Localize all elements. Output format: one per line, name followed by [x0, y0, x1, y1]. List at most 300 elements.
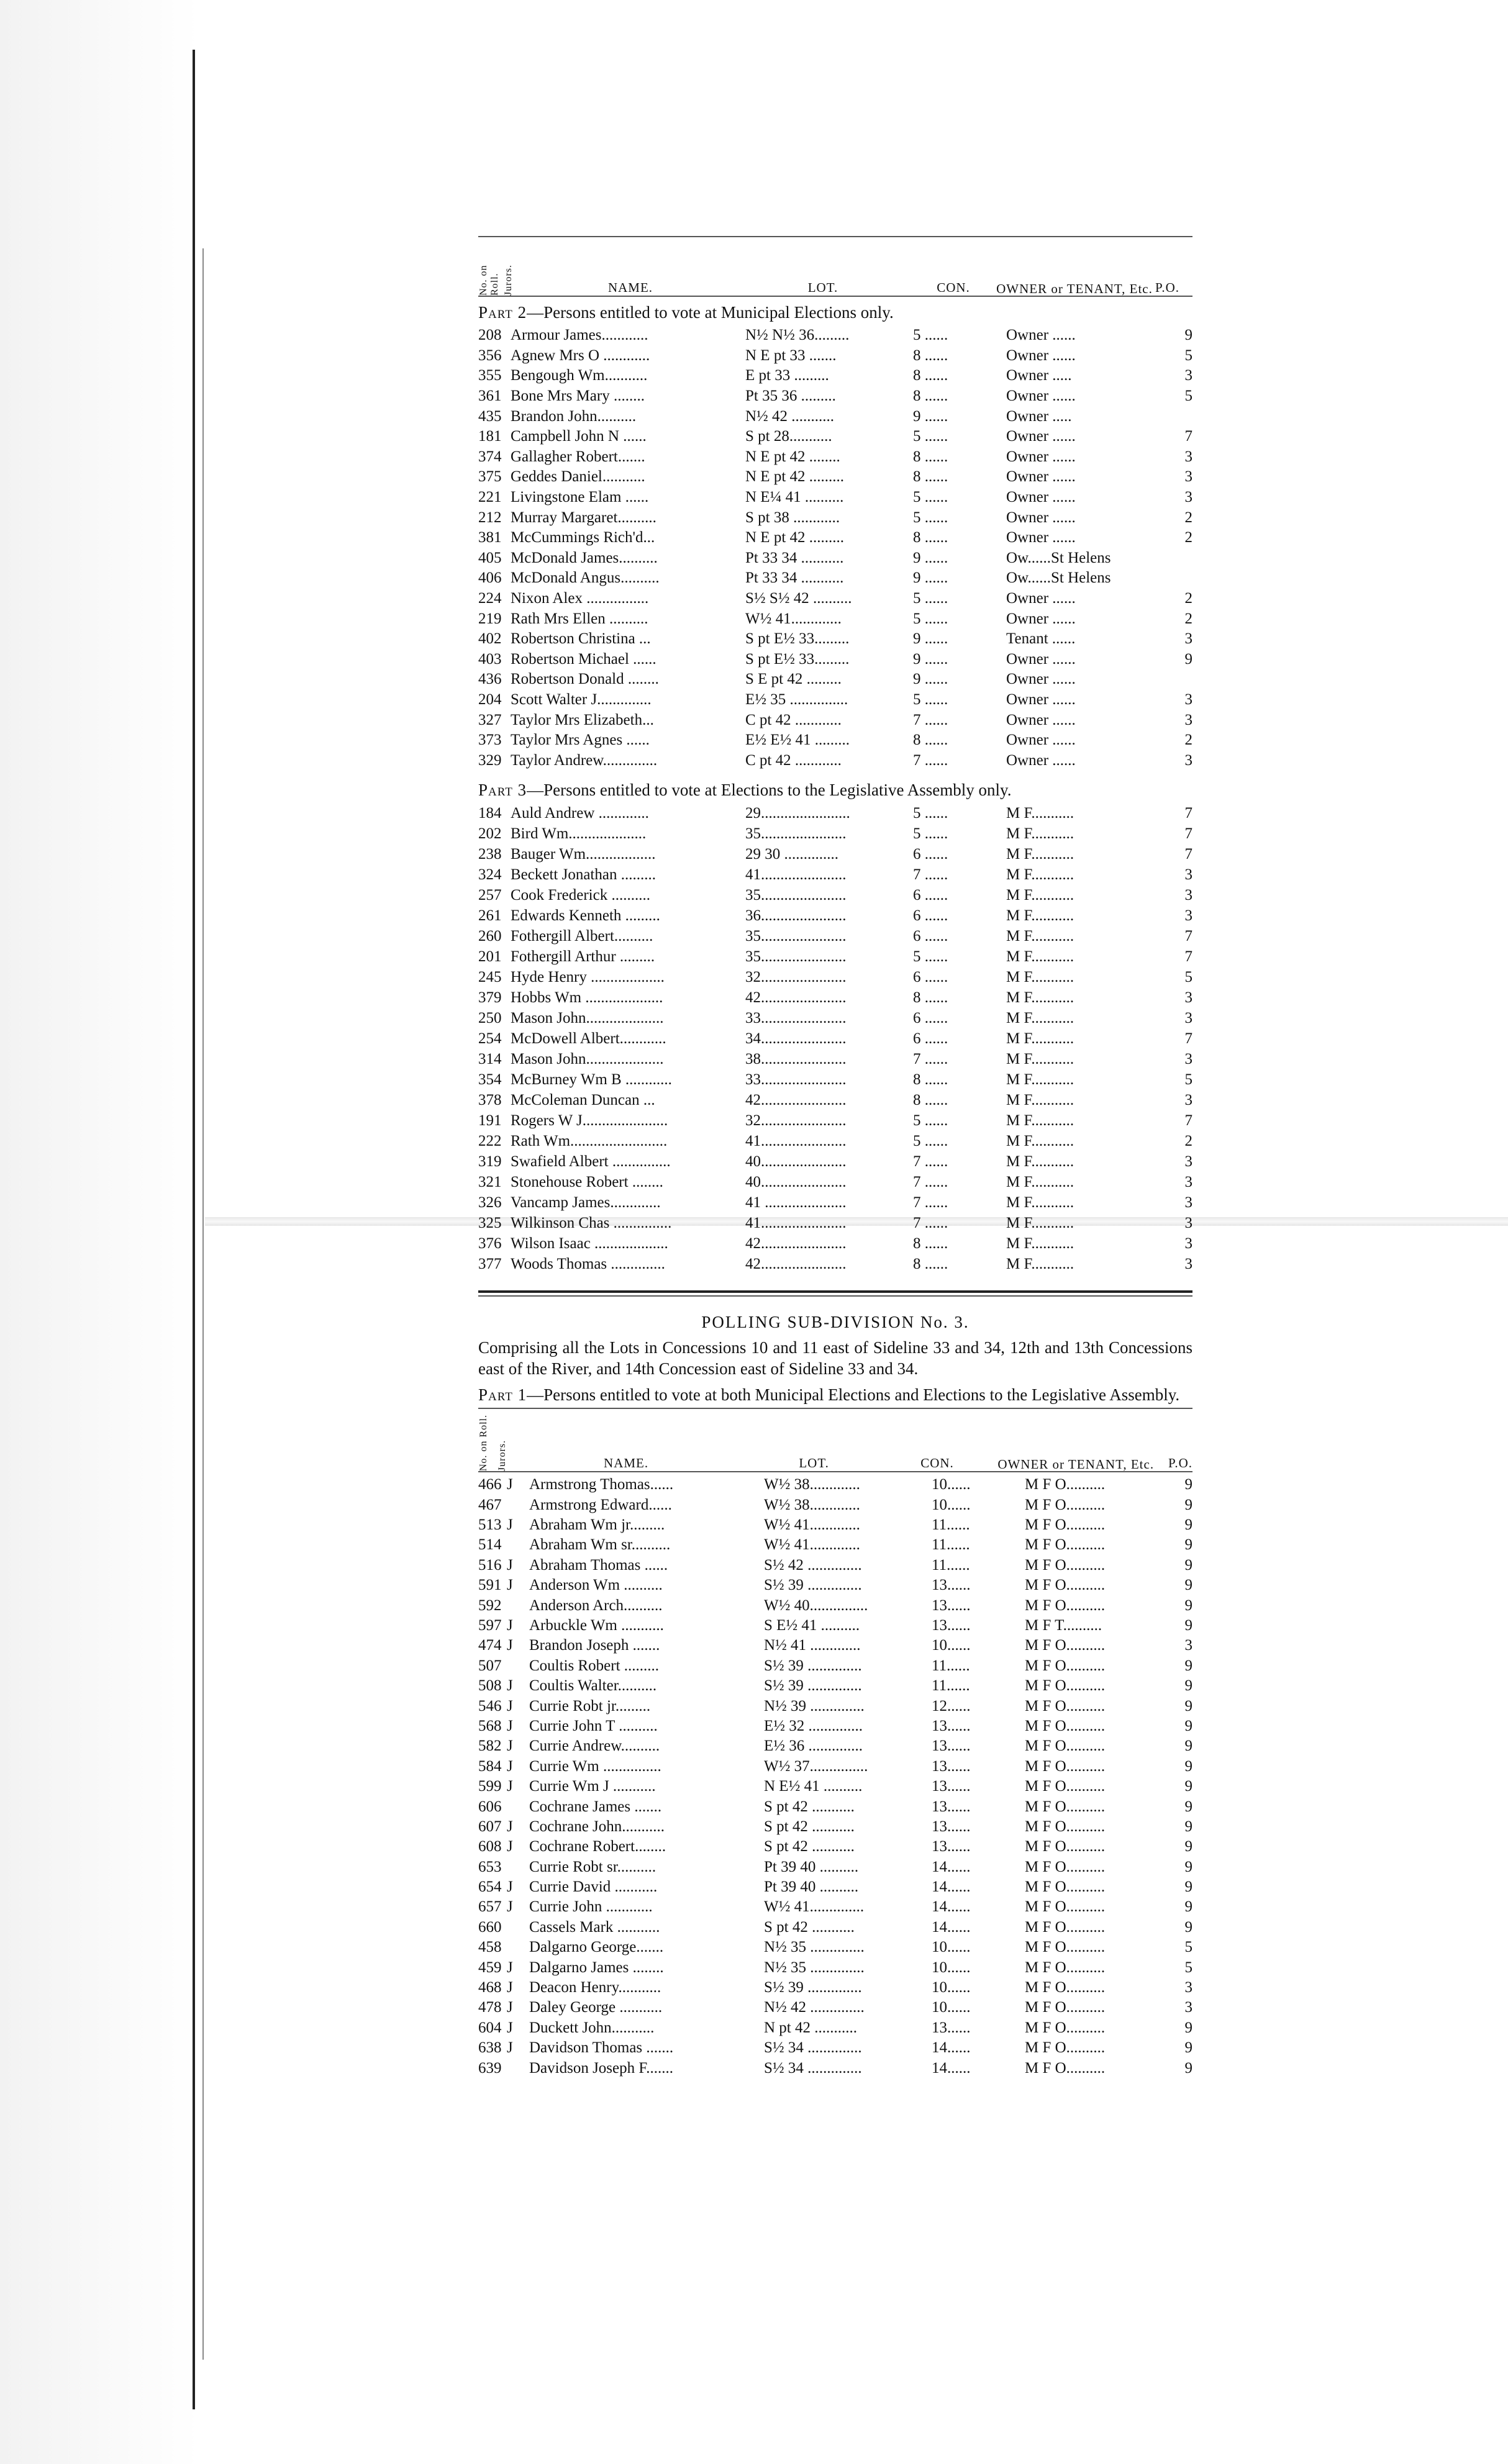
cell-name: Wilkinson Chas ...............: [511, 1214, 672, 1231]
cell-no: 591: [478, 1577, 502, 1594]
cell-lot: 35......................: [745, 927, 847, 944]
col-header-con: CON.: [937, 280, 970, 295]
cell-no: 639: [478, 2059, 502, 2077]
cell-no: 478: [478, 1999, 502, 2016]
cell-con: 13......: [932, 1597, 971, 1614]
cell-name: Anderson Wm ..........: [529, 1577, 663, 1594]
cell-name: McBurney Wm B ............: [511, 1071, 672, 1088]
cell-no: 224: [478, 590, 502, 607]
table-row: [478, 1656, 1192, 1676]
cell-j: [507, 2058, 529, 2078]
cell-lot: E pt 33 .........: [745, 367, 829, 384]
cell-name: McColeman Duncan ...: [511, 1091, 655, 1108]
cell-name: Rogers W J......................: [511, 1112, 668, 1129]
cell-con: 14......: [932, 1878, 971, 1896]
cell-owner: Owner ......: [1006, 751, 1076, 769]
table-row: [478, 1535, 1192, 1555]
cell-name: Currie Andrew..........: [529, 1737, 660, 1755]
cell-con: 6 ......: [913, 1009, 948, 1026]
table-row: [478, 690, 1192, 710]
table-row: [478, 750, 1192, 771]
cell-no: 403: [478, 650, 502, 668]
cell-lot: N½ 35 ..............: [764, 1959, 865, 1976]
cell-no: 202: [478, 825, 502, 842]
cell-po: 3: [1184, 630, 1192, 648]
cell-con: 11......: [932, 1677, 970, 1695]
table-row: [478, 650, 1192, 670]
cell-j: [507, 1595, 529, 1615]
table-row: [478, 905, 1192, 926]
cell-name: Cassels Mark ...........: [529, 1918, 660, 1936]
cell-con: 5 ......: [913, 1112, 948, 1129]
cell-j: J: [507, 1717, 513, 1734]
cell-con: 8 ......: [913, 732, 948, 749]
cell-name: Nixon Alex ................: [511, 590, 649, 607]
cell-no: 599: [478, 1778, 502, 1795]
cell-name: Cochrane James .......: [529, 1798, 662, 1815]
cell-po: 3: [1184, 866, 1192, 883]
table-row: [478, 1837, 1192, 1857]
table-row: [478, 1696, 1192, 1716]
cell-po: [1149, 406, 1192, 427]
cell-no: 378: [478, 1091, 502, 1108]
cell-lot: S½ 42 ..............: [764, 1556, 862, 1574]
cell-name: Robertson Donald ........: [511, 671, 659, 688]
part3-label: Part 3: [478, 781, 527, 800]
cell-lot: 33......................: [745, 1009, 847, 1026]
cell-lot: S E pt 42 .........: [745, 671, 842, 688]
part3-title: —Persons entitled to vote at Elections to the Legislative Assembly only.: [527, 781, 1012, 800]
cell-lot: S E½ 41 ..........: [764, 1616, 860, 1634]
cell-name: Bengough Wm...........: [511, 367, 648, 384]
cell-owner: M F O..........: [1025, 1677, 1106, 1695]
cell-no: 361: [478, 387, 502, 405]
cell-name: Armstrong Edward......: [529, 1496, 672, 1513]
cell-con: 5 ......: [913, 691, 948, 708]
cell-con: 13......: [932, 1616, 971, 1634]
cell-name: Davidson Joseph F.......: [529, 2059, 674, 2077]
cell-no: 377: [478, 1255, 502, 1272]
table-row: [478, 487, 1192, 508]
cell-lot: N½ N½ 36.........: [745, 327, 850, 344]
cell-lot: E½ 36 ..............: [764, 1737, 863, 1755]
table-row: [478, 1978, 1192, 1998]
cell-name: Cook Frederick ..........: [511, 886, 650, 904]
cell-lot: W½ 41.............: [745, 610, 842, 627]
cell-no: 212: [478, 509, 502, 526]
cell-con: 5 ......: [913, 428, 948, 445]
part3-table: [478, 803, 1192, 1274]
cell-po: 9: [1184, 1798, 1192, 1815]
cell-j: J: [507, 1959, 513, 1976]
cell-no: 654: [478, 1878, 502, 1896]
cell-no: 329: [478, 751, 502, 769]
cell-po: 3: [1184, 751, 1192, 769]
cell-lot: 42......................: [745, 1255, 847, 1272]
cell-j: J: [507, 1677, 513, 1695]
cell-lot: N½ 42 ..............: [764, 1999, 865, 2016]
cell-lot: N½ 35 ..............: [764, 1939, 865, 1956]
cell-owner: M F O..........: [1025, 1697, 1106, 1714]
col-header-lot: LOT.: [807, 280, 838, 295]
cell-no: 260: [478, 927, 502, 944]
cell-owner: Owner ......: [1006, 428, 1076, 445]
cell-name: Bone Mrs Mary ........: [511, 387, 645, 405]
cell-con: 5 ......: [913, 804, 948, 822]
cell-con: 6 ......: [913, 907, 948, 924]
cell-con: 6 ......: [913, 845, 948, 863]
table-row: [478, 427, 1192, 447]
cell-owner: M F O..........: [1025, 1717, 1106, 1734]
cell-name: Currie John ............: [529, 1898, 653, 1916]
cell-po: 9: [1184, 327, 1192, 344]
cell-owner: Owner ......: [1006, 489, 1076, 506]
cell-con: 13......: [932, 1737, 971, 1755]
cell-lot: N E pt 42 .........: [745, 468, 845, 486]
cell-name: Brandon John..........: [511, 407, 637, 425]
cell-name: McDowell Albert............: [511, 1030, 666, 1047]
cell-con: 8 ......: [913, 1255, 948, 1272]
cell-con: 8 ......: [913, 346, 948, 364]
cell-name: Currie Wm ...............: [529, 1757, 661, 1775]
scan-margin: [0, 0, 199, 2464]
cell-lot: S pt 42 ...........: [764, 1818, 855, 1835]
cell-name: Daley George ...........: [529, 1999, 663, 2016]
cell-lot: 32......................: [745, 968, 847, 985]
cell-owner: M F...........: [1006, 907, 1074, 924]
cell-po: 3: [1184, 367, 1192, 384]
table-row: [478, 1151, 1192, 1172]
cell-name: Geddes Daniel...........: [511, 468, 645, 486]
cell-name: Murray Margaret..........: [511, 509, 656, 526]
cell-name: McDonald Angus..........: [511, 569, 660, 587]
cell-po: 9: [1184, 1657, 1192, 1674]
cell-owner: M F O..........: [1025, 1798, 1106, 1815]
cell-po: 9: [1184, 1717, 1192, 1734]
cell-lot: N½ 41 .............: [764, 1637, 861, 1654]
cell-no: 604: [478, 2019, 502, 2036]
table-row: [478, 609, 1192, 629]
section-rule: [478, 1290, 1192, 1293]
table-row: [478, 710, 1192, 730]
cell-no: 597: [478, 1616, 502, 1634]
cell-owner: Owner ......: [1006, 346, 1076, 364]
cell-con: 10......: [932, 1979, 971, 1996]
cell-name: Bauger Wm..................: [511, 845, 656, 863]
col-header-no: No. on Roll.: [478, 265, 500, 296]
cell-no: 376: [478, 1234, 502, 1252]
cell-no: 592: [478, 1597, 502, 1614]
part1-heading: [478, 1384, 1192, 1405]
cell-lot: S pt 42 ...........: [764, 1918, 855, 1936]
cell-name: McCummings Rich'd...: [511, 529, 655, 546]
cell-no: 250: [478, 1009, 502, 1026]
cell-no: 608: [478, 1838, 502, 1855]
cell-po: 3: [1184, 1637, 1192, 1654]
cell-no: 436: [478, 671, 502, 688]
cell-name: Cochrane John...........: [529, 1818, 665, 1835]
cell-lot: W½ 41..............: [764, 1898, 865, 1916]
cell-name: Abraham Wm sr..........: [529, 1536, 671, 1554]
table-row: [478, 1998, 1192, 2018]
cell-owner: M F...........: [1006, 1091, 1074, 1108]
cell-po: 3: [1184, 1979, 1192, 1996]
cell-lot: N E pt 42 .........: [745, 529, 845, 546]
cell-lot: W½ 40...............: [764, 1597, 868, 1614]
table-row: [478, 2018, 1192, 2038]
cell-name: Arbuckle Wm ...........: [529, 1616, 664, 1634]
cell-lot: 40......................: [745, 1153, 847, 1170]
cell-lot: Pt 39 40 ..........: [764, 1858, 859, 1875]
cell-lot: N E pt 42 ........: [745, 448, 840, 465]
part1-title: —Persons entitled to vote at both Municipal Elections and Elections to the Legislative Assembly.: [527, 1385, 1180, 1405]
cell-owner: M F...........: [1006, 886, 1074, 904]
cell-lot: 42......................: [745, 989, 847, 1006]
cell-j: J: [507, 2039, 513, 2057]
cell-po: 7: [1184, 927, 1192, 944]
cell-lot: W½ 38.............: [764, 1496, 860, 1513]
table-row: [478, 1817, 1192, 1837]
table-row: [478, 1877, 1192, 1897]
cell-con: 12......: [932, 1697, 971, 1714]
cell-lot: S½ 39 ..............: [764, 1577, 862, 1594]
table-row: [478, 1918, 1192, 1937]
cell-con: 8 ......: [913, 367, 948, 384]
cell-name: Armstrong Thomas......: [529, 1476, 674, 1493]
cell-con: 10......: [932, 1999, 971, 2016]
cell-name: Taylor Mrs Elizabeth...: [511, 711, 654, 728]
cell-lot: E½ 32 ..............: [764, 1717, 863, 1734]
section-rule-thin: [478, 1295, 1192, 1297]
cell-name: Swafield Albert ...............: [511, 1153, 671, 1170]
cell-po: 7: [1184, 428, 1192, 445]
cell-owner: M F...........: [1006, 1173, 1074, 1190]
table-row: [478, 987, 1192, 1008]
cell-no: 319: [478, 1153, 502, 1170]
cell-j: [507, 1535, 529, 1555]
cell-con: 14......: [932, 2039, 971, 2057]
cell-name: Edwards Kenneth .........: [511, 907, 660, 924]
cell-no: 327: [478, 711, 502, 728]
cell-owner: M F O..........: [1025, 1657, 1106, 1674]
cell-con: 14......: [932, 1918, 971, 1936]
cell-j: [507, 1937, 529, 1957]
cell-j: J: [507, 1757, 513, 1775]
cell-lot: 40......................: [745, 1173, 847, 1190]
cell-lot: S pt 28...........: [745, 428, 832, 445]
cell-owner: M F...........: [1006, 845, 1074, 863]
cell-lot: 38......................: [745, 1050, 847, 1067]
cell-owner: Owner ......: [1006, 509, 1076, 526]
header2-top-rule: [478, 1408, 1192, 1409]
cell-con: 13......: [932, 1798, 971, 1815]
cell-con: 9 ......: [913, 650, 948, 668]
cell-con: 5 ......: [913, 610, 948, 627]
cell-owner: M F...........: [1006, 1214, 1074, 1231]
cell-con: 14......: [932, 1858, 971, 1875]
cell-con: 14......: [932, 1898, 971, 1916]
cell-lot: E½ 35 ...............: [745, 691, 848, 708]
cell-owner: M F O..........: [1025, 1918, 1106, 1936]
cell-j: J: [507, 1637, 513, 1654]
table-row: [478, 885, 1192, 905]
table-row: [478, 1192, 1192, 1213]
cell-con: 13......: [932, 1818, 971, 1835]
cell-no: 607: [478, 1818, 502, 1835]
table-row: [478, 1172, 1192, 1192]
table-row: [478, 386, 1192, 407]
cell-lot: Pt 35 36 .........: [745, 387, 836, 405]
cell-no: 513: [478, 1516, 502, 1534]
table-row: [478, 507, 1192, 528]
cell-name: Vancamp James.............: [511, 1194, 661, 1211]
cell-owner: M F O..........: [1025, 1476, 1106, 1493]
cell-no: 326: [478, 1194, 502, 1211]
cell-po: 3: [1184, 448, 1192, 465]
cell-con: 10......: [932, 1496, 971, 1513]
cell-no: 568: [478, 1717, 502, 1734]
cell-owner: M F...........: [1006, 825, 1074, 842]
cell-name: Coultis Robert .........: [529, 1657, 660, 1674]
part1-label: Part 1: [478, 1385, 527, 1405]
cell-no: 468: [478, 1979, 502, 1996]
cell-j: J: [507, 1737, 513, 1755]
cell-con: 8 ......: [913, 529, 948, 546]
cell-po: 7: [1184, 825, 1192, 842]
column-header-2: [478, 1411, 1192, 1471]
cell-po: 3: [1184, 1214, 1192, 1231]
cell-con: 13......: [932, 1577, 971, 1594]
cell-no: 514: [478, 1536, 502, 1554]
voters-list-page: [478, 236, 1192, 2078]
col2-header-lot: LOT.: [799, 1456, 829, 1471]
cell-con: 7 ......: [913, 1050, 948, 1067]
cell-no: 254: [478, 1030, 502, 1047]
table-row: [478, 1716, 1192, 1736]
table-row: [478, 589, 1192, 609]
cell-no: 458: [478, 1939, 502, 1956]
cell-name: Armour James............: [511, 327, 648, 344]
cell-po: 3: [1184, 1194, 1192, 1211]
cell-name: Taylor Mrs Agnes ......: [511, 732, 650, 749]
cell-owner: M F O..........: [1025, 1979, 1106, 1996]
cell-no: 325: [478, 1214, 502, 1231]
cell-po: 7: [1184, 804, 1192, 822]
table-row: [478, 730, 1192, 751]
cell-po: 3: [1184, 1009, 1192, 1026]
cell-owner: M F...........: [1006, 1071, 1074, 1088]
cell-owner: M F O..........: [1025, 1818, 1106, 1835]
cell-name: Currie John T ..........: [529, 1717, 658, 1734]
cell-con: 11......: [932, 1556, 970, 1574]
cell-owner: Owner ......: [1006, 610, 1076, 627]
table-row: [478, 1636, 1192, 1656]
cell-no: 373: [478, 732, 502, 749]
cell-con: 7 ......: [913, 751, 948, 769]
cell-lot: N E¼ 41 ..........: [745, 489, 844, 506]
cell-lot: E½ E½ 41 .........: [745, 732, 850, 749]
table-row: [478, 1556, 1192, 1575]
table-row: [478, 406, 1192, 427]
cell-owner: Owner ......: [1006, 650, 1076, 668]
cell-no: 638: [478, 2039, 502, 2057]
cell-owner: M F O..........: [1025, 1858, 1106, 1875]
cell-con: 8 ......: [913, 1234, 948, 1252]
table-row: [478, 1110, 1192, 1131]
cell-lot: N½ 42 ...........: [745, 407, 835, 425]
cell-owner: M F O..........: [1025, 2039, 1106, 2057]
table-row: [478, 366, 1192, 386]
cell-lot: 41......................: [745, 866, 847, 883]
cell-con: 9 ......: [913, 407, 948, 425]
cell-owner: M F O..........: [1025, 1898, 1106, 1916]
cell-no: 402: [478, 630, 502, 648]
cell-po: 3: [1184, 1999, 1192, 2016]
subdivision-description: Comprising all the Lots in Concessions 10 and 11 east of Sideline 33 and 34, 12th and 13th Concessions east of the River, and 14th Concession east of Sideline 33 and 34.: [478, 1338, 1192, 1379]
cell-owner: M F O..........: [1025, 1597, 1106, 1614]
cell-no: 660: [478, 1918, 502, 1936]
cell-j: J: [507, 2019, 513, 2036]
cell-po: 3: [1184, 886, 1192, 904]
cell-name: Campbell John N ......: [511, 428, 647, 445]
cell-po: 9: [1184, 2019, 1192, 2036]
col2-header-po: P.O.: [1168, 1456, 1193, 1471]
cell-owner: M F...........: [1006, 927, 1074, 944]
table-row: [478, 1028, 1192, 1049]
cell-no: 245: [478, 968, 502, 985]
cell-owner: M F O..........: [1025, 1737, 1106, 1755]
cell-name: Robertson Christina ...: [511, 630, 651, 648]
cell-owner: M F...........: [1006, 804, 1074, 822]
cell-lot: W½ 41.............: [764, 1536, 860, 1554]
table-row: [478, 1857, 1192, 1877]
cell-lot: 29.......................: [745, 804, 850, 822]
cell-no: 356: [478, 346, 502, 364]
cell-po: 5: [1184, 968, 1192, 985]
col-header-jurors: Jurors.: [503, 264, 514, 296]
cell-owner: M F O..........: [1025, 1757, 1106, 1775]
page-fold-shadow: [202, 248, 204, 2360]
table-row: [478, 1676, 1192, 1696]
cell-po: 2: [1184, 610, 1192, 627]
cell-po: 7: [1184, 1112, 1192, 1129]
cell-po: 3: [1184, 1173, 1192, 1190]
cell-lot: S½ 34 ..............: [764, 2059, 862, 2077]
cell-con: 6 ......: [913, 1030, 948, 1047]
cell-lot: Pt 39 40 ..........: [764, 1878, 859, 1896]
cell-owner: M F O..........: [1025, 1778, 1106, 1795]
cell-owner: M F...........: [1006, 1153, 1074, 1170]
cell-lot: N E pt 33 .......: [745, 346, 837, 364]
cell-owner: Tenant ......: [1006, 630, 1076, 648]
table-row: [478, 669, 1192, 690]
cell-owner: Owner ......: [1006, 387, 1076, 405]
cell-con: 9 ......: [913, 569, 948, 587]
cell-con: 11......: [932, 1536, 970, 1554]
cell-owner: M F...........: [1006, 1234, 1074, 1252]
cell-lot: 35......................: [745, 886, 847, 904]
cell-con: 10......: [932, 1959, 971, 1976]
cell-po: 9: [1184, 1697, 1192, 1714]
cell-owner: M F O..........: [1025, 1878, 1106, 1896]
cell-po: 3: [1184, 1234, 1192, 1252]
cell-no: 606: [478, 1798, 502, 1815]
table-row: [478, 629, 1192, 650]
table-row: [478, 1736, 1192, 1756]
table-row: [478, 1131, 1192, 1151]
cell-po: 9: [1184, 1556, 1192, 1574]
cell-lot: 42......................: [745, 1234, 847, 1252]
